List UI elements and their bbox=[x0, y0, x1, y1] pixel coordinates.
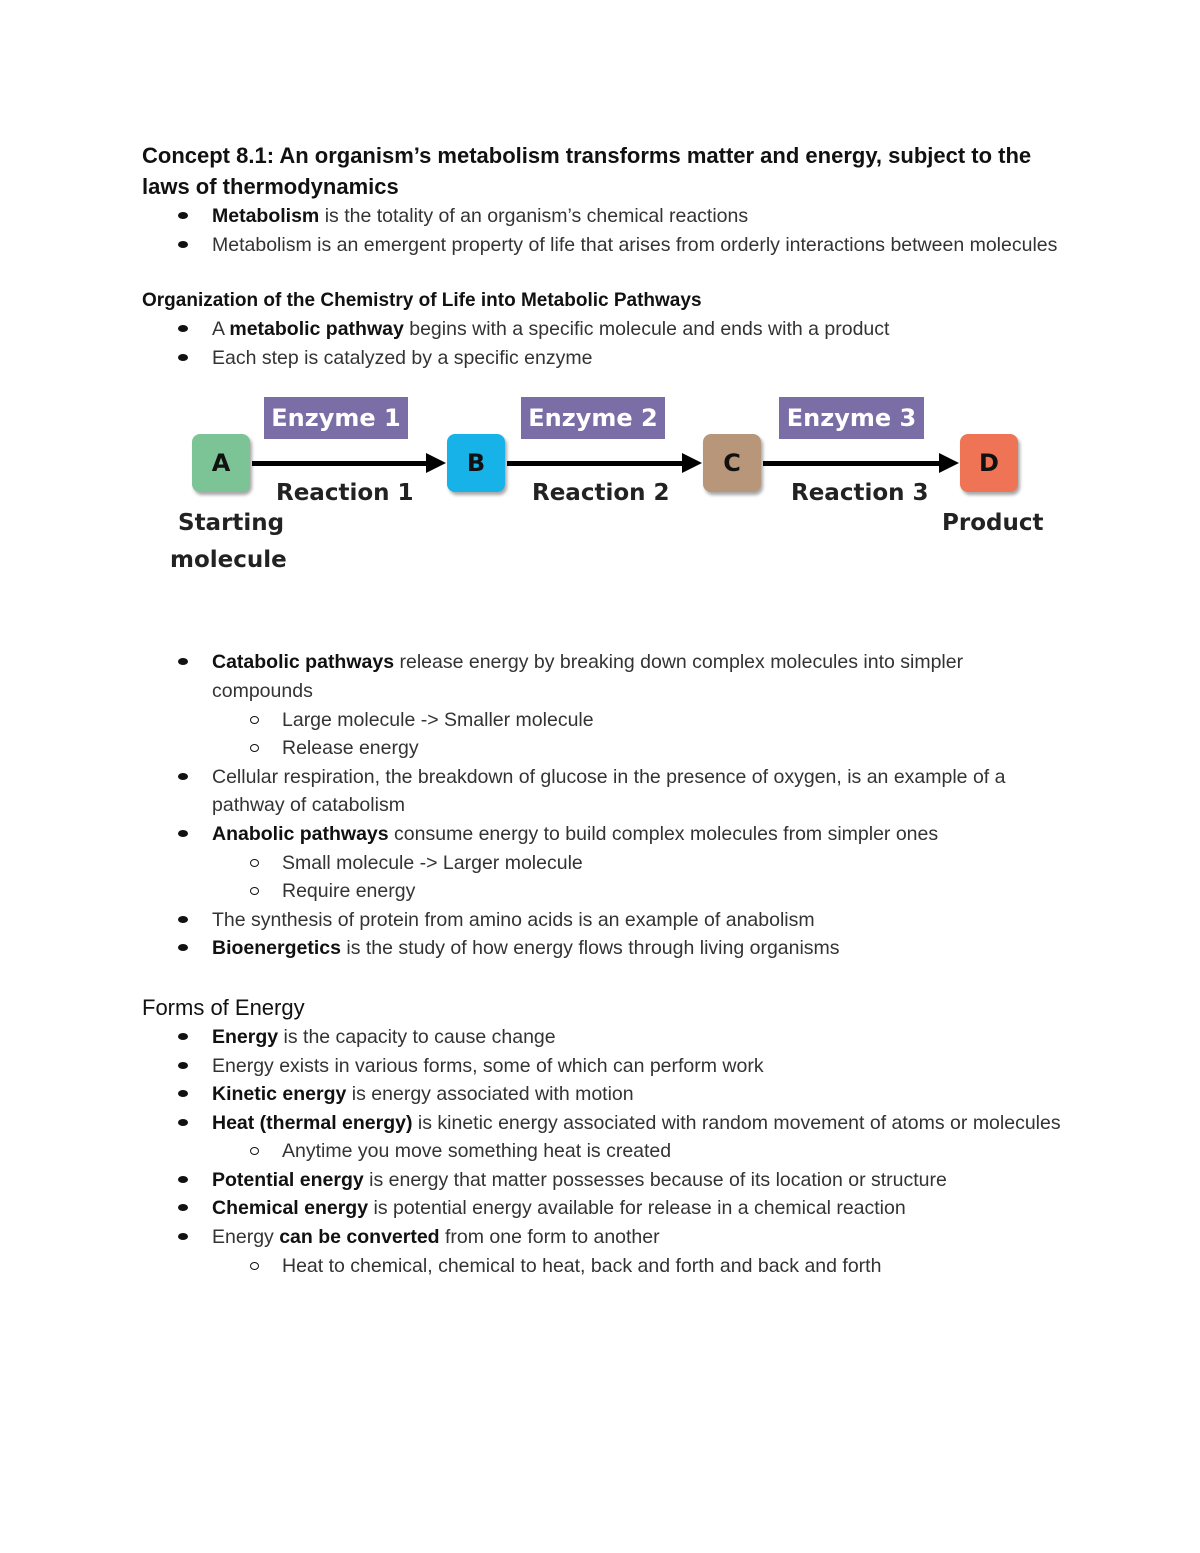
bullet-icon bbox=[178, 325, 188, 332]
bullet-icon bbox=[178, 658, 188, 665]
list-item: Heat (thermal energy) is kinetic energy associated with random movement of atoms or molecules Anytime you move something heat is created bbox=[142, 1109, 1062, 1166]
section-title-forms-of-energy: Forms of Energy bbox=[142, 994, 305, 1020]
concept-list bbox=[142, 202, 1062, 259]
list-item: Cellular respiration, the breakdown of glucose in the presence of oxygen, is an example of a pathway of catabolism bbox=[142, 763, 1062, 820]
list-item: Potential energy is energy that matter possesses because of its location or structure bbox=[142, 1166, 1062, 1195]
bullet-icon bbox=[178, 944, 188, 951]
list-item: A metabolic pathway begins with a specific molecule and ends with a product bbox=[142, 315, 1062, 344]
circle-bullet-icon bbox=[250, 1262, 259, 1270]
list-item: Anabolic pathways consume energy to build complex molecules from simpler ones Small molecule -> Larger molecule Require energy bbox=[142, 820, 1062, 906]
bullet-icon bbox=[178, 1204, 188, 1211]
molecule-b: B bbox=[447, 434, 505, 492]
enzyme-2-label: Enzyme 2 bbox=[521, 397, 665, 439]
molecule-c: C bbox=[703, 434, 761, 492]
pathway-list bbox=[142, 315, 1062, 372]
list-item: Each step is catalyzed by a specific enzyme bbox=[142, 344, 1062, 373]
arrow-head-3 bbox=[939, 453, 959, 473]
bullet-icon bbox=[178, 916, 188, 923]
sub-list bbox=[212, 1137, 1062, 1166]
section-title-pathways: Organization of the Chemistry of Life into Metabolic Pathways bbox=[142, 290, 702, 312]
list-item: Kinetic energy is energy associated with motion bbox=[142, 1080, 1062, 1109]
list-item: Energy exists in various forms, some of which can perform work bbox=[142, 1052, 1062, 1081]
bullet-icon bbox=[178, 1090, 188, 1097]
sub-list-item: Require energy bbox=[142, 877, 1062, 906]
metabolic-pathway-diagram bbox=[142, 372, 1062, 622]
product-label: Product bbox=[942, 510, 1044, 537]
bullet-icon bbox=[178, 1033, 188, 1040]
arrow-3 bbox=[763, 461, 945, 466]
enzyme-3-label: Enzyme 3 bbox=[779, 397, 924, 439]
arrow-head-2 bbox=[682, 453, 702, 473]
circle-bullet-icon bbox=[250, 716, 259, 724]
sub-list-item: Large molecule -> Smaller molecule bbox=[142, 706, 1062, 735]
starting-molecule-label-line1: Starting bbox=[178, 510, 285, 537]
enzyme-1-label: Enzyme 1 bbox=[264, 397, 408, 439]
arrow-head-1 bbox=[426, 453, 446, 473]
bullet-icon bbox=[178, 830, 188, 837]
sub-list-item: Heat to chemical, chemical to heat, back and forth and back and forth bbox=[142, 1252, 1062, 1281]
list-item: Metabolism is an emergent property of life that arises from orderly interactions between molecules bbox=[142, 231, 1062, 260]
bullet-icon bbox=[178, 1176, 188, 1183]
list-item: Energy can be converted from one form to another Heat to chemical, chemical to heat, back and forth and back and forth bbox=[142, 1223, 1062, 1280]
list-item: Chemical energy is potential energy available for release in a chemical reaction bbox=[142, 1194, 1062, 1223]
sub-list bbox=[212, 1252, 1062, 1281]
circle-bullet-icon bbox=[250, 1147, 259, 1155]
list-item: Bioenergetics is the study of how energy flows through living organisms bbox=[142, 934, 1062, 963]
bullet-icon bbox=[178, 354, 188, 361]
bullet-icon bbox=[178, 1062, 188, 1069]
list-item: The synthesis of protein from amino acids is an example of anabolism bbox=[142, 906, 1062, 935]
arrow-1 bbox=[252, 461, 432, 466]
starting-molecule-label-line2: molecule bbox=[170, 547, 287, 574]
sub-list-item: Anytime you move something heat is created bbox=[142, 1137, 1062, 1166]
document-page bbox=[142, 140, 1062, 1280]
molecule-d: D bbox=[960, 434, 1018, 492]
molecule-a: A bbox=[192, 434, 250, 492]
circle-bullet-icon bbox=[250, 859, 259, 867]
bullet-icon bbox=[178, 773, 188, 780]
list-item: Energy is the capacity to cause change bbox=[142, 1023, 1062, 1052]
bullet-icon bbox=[178, 1233, 188, 1240]
bullet-icon bbox=[178, 241, 188, 248]
sub-list-item: Small molecule -> Larger molecule bbox=[142, 849, 1062, 878]
bullet-icon bbox=[178, 212, 188, 219]
sub-list bbox=[212, 849, 1062, 906]
reaction-3-label: Reaction 3 bbox=[791, 480, 929, 507]
bullet-icon bbox=[178, 1119, 188, 1126]
energy-list bbox=[142, 1023, 1062, 1280]
reaction-2-label: Reaction 2 bbox=[532, 480, 670, 507]
sub-list-item: Release energy bbox=[142, 734, 1062, 763]
circle-bullet-icon bbox=[250, 744, 259, 752]
reaction-1-label: Reaction 1 bbox=[276, 480, 414, 507]
sub-list bbox=[212, 706, 1062, 763]
catabolism-anabolism-list bbox=[142, 648, 1062, 963]
arrow-2 bbox=[507, 461, 688, 466]
section-title-concept: Concept 8.1: An organism’s metabolism transforms matter and energy, subject to the laws of thermodynamics bbox=[142, 143, 1032, 199]
list-item: Metabolism is the totality of an organism’s chemical reactions bbox=[142, 202, 1062, 231]
circle-bullet-icon bbox=[250, 887, 259, 895]
list-item: Catabolic pathways release energy by breaking down complex molecules into simpler compounds Large molecule -> Smaller molecule Release energy bbox=[142, 648, 1062, 762]
